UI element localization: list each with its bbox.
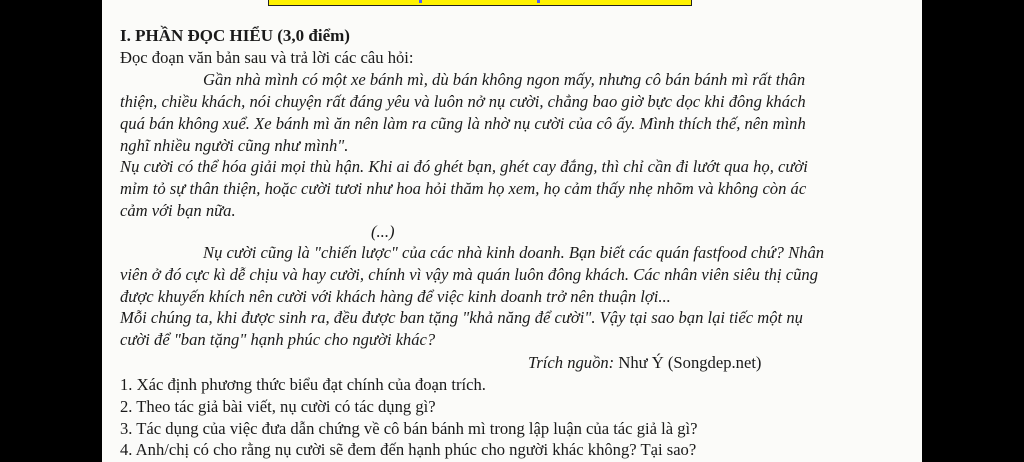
passage-line: cảm với bạn nữa. bbox=[120, 201, 236, 220]
instruction-text: Đọc đoạn văn bản sau và trả lời các câu hỏi: bbox=[120, 48, 414, 67]
passage-line: quá bán không xuể. Xe bánh mì ăn nên làm ra cũng là nhờ nụ cười của cô ấy. Mình thích thế, nên mình bbox=[120, 114, 806, 133]
passage-line: mỉm tỏ sự thân thiện, hoặc cười tươi như hoa hỏi thăm họ xem, họ cảm thấy nhẹ nhõm và không còn ác bbox=[120, 179, 807, 198]
passage-line: viên ở đó cực kì dễ chịu và hay cười, chính vì vậy mà quán luôn đông khách. Các nhân viên siêu thị cũng bbox=[120, 265, 818, 284]
section-heading: I. PHẦN ĐỌC HIỂU (3,0 điểm) bbox=[120, 26, 350, 45]
passage-line: Mỗi chúng ta, khi được sinh ra, đều được ban tặng "khả năng để cười". Vậy tại sao bạn lại tiếc một nụ bbox=[120, 308, 803, 327]
passage-line: cười để "ban tặng" hạnh phúc cho người khác? bbox=[120, 330, 436, 349]
question-item: 1. Xác định phương thức biểu đạt chính của đoạn trích. bbox=[120, 375, 486, 394]
question-item: 3. Tác dụng của việc đưa dẫn chứng về cô bán bánh mì trong lập luận của tác giả là gì? bbox=[120, 419, 698, 438]
passage-line: được khuyến khích nên cười với khách hàng để việc kinh doanh trở nên thuận lợi... bbox=[120, 287, 671, 306]
passage-line: Nụ cười cũng là "chiến lược" của các nhà kinh doanh. Bạn biết các quán fastfood chứ? Nhân bbox=[203, 243, 825, 262]
question-item: 2. Theo tác giả bài viết, nụ cười có tác dụng gì? bbox=[120, 397, 436, 416]
top-banner bbox=[268, 0, 692, 6]
document-page bbox=[102, 0, 922, 462]
passage-line: Gần nhà mình có một xe bánh mì, dù bán không ngon mấy, nhưng cô bán bánh mì rất thân bbox=[203, 70, 806, 89]
source-value: Như Ý (Songdep.net) bbox=[614, 353, 762, 372]
passage-line: nghĩ nhiều người cũng như mình". bbox=[120, 136, 349, 155]
banner-dot bbox=[419, 0, 422, 3]
passage-line: Nụ cười có thể hóa giải mọi thù hận. Khi ai đó ghét bạn, ghét cay đắng, thì chỉ cần đi lướt qua họ, cười bbox=[120, 157, 808, 176]
banner-dot bbox=[537, 0, 540, 3]
source-citation bbox=[528, 353, 761, 373]
passage-line: thiện, chiều khách, nói chuyện rất đáng yêu và luôn nở nụ cười, chẳng bao giờ bực dọc khi đông khách bbox=[120, 92, 806, 111]
passage-ellipsis: (...) bbox=[371, 222, 395, 241]
question-item: 4. Anh/chị có cho rằng nụ cười sẽ đem đến hạnh phúc cho người khác không? Tại sao? bbox=[120, 440, 697, 459]
source-label: Trích nguồn: bbox=[528, 353, 615, 372]
